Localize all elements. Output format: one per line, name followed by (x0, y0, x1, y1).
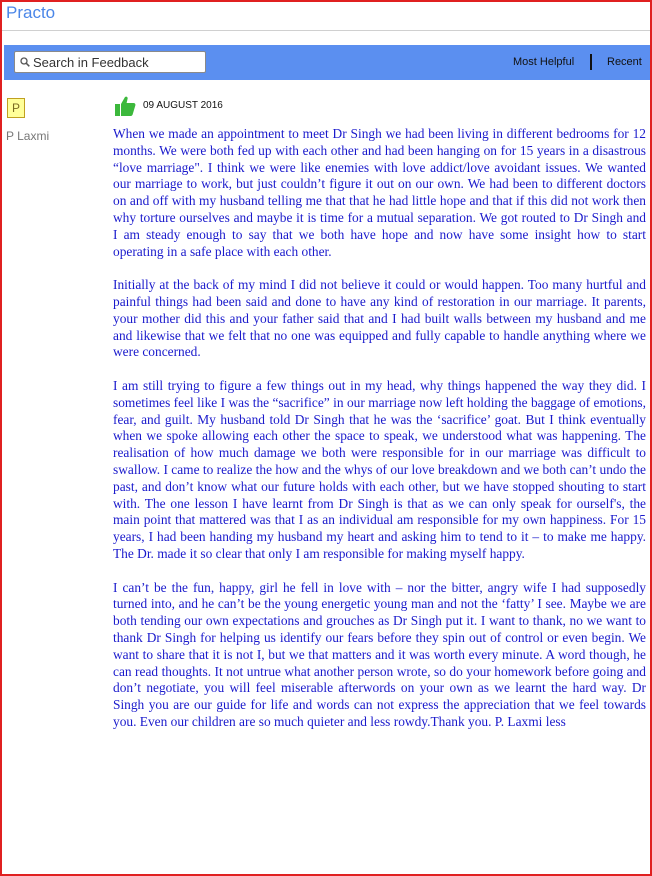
sort-divider (590, 54, 592, 70)
review-text (113, 126, 646, 731)
search-input[interactable] (33, 53, 201, 71)
review-paragraph: When we made an appointment to meet Dr Singh we had been living in different bedrooms for 12 months. We were both fed up with each other and had been hanging on for 15 years in a disastrous “love marriage". I think we were like enemies with love addict/love avoidant issues. We wanted our marriage to work, but just couldn’t figure it out on our own. We had been to different doctors on and off with my husband telling me that that he had little hope and that if this did not work then why torture ourselves and maybe it is time for a mutual separation. We got routed to Dr Singh and I am steady enough to say that we both have hope and now have some insight how to start operating in a safe place with each other. (113, 126, 646, 259)
sort-recent-link[interactable]: Recent (607, 56, 642, 68)
reviewer-name: P Laxmi (6, 129, 50, 143)
review-paragraph: I am still trying to figure a few things out in my head, why things happened the way they did. I sometimes feel like I was the “sacrifice” in our marriage now left holding the baggage of emotions, fear, and guilt. My husband told Dr Singh that he was the ‘sacrifice’ goat. But I think eventually when we spoke allowing each other the space to speak, we understood what was happening. The realisation of how much damage we both were responsible for in our marriage was difficult to swallow. I came to realize the how and the whys of our love breakdown and we both can’t undo the past, and don’t know what our future holds with each other, but we have stopped shouting to start with. The one lesson I have learnt from Dr Singh is that as we can only speak for ourself's, the main point that mattered was that I as an individual am responsible for my own happiness. For 15 years, I had been handing my husband my heart and asking him to tend to it – to make me happy. The Dr. made it so clear that only I am responsible for making myself happy. (113, 377, 646, 561)
review-paragraph: Initially at the back of my mind I did not believe it could or would happen. Too many hurtful and painful things had been said and done to have any kind of restoration in our marriage. It parents, your mother did this and your father said that and I had built walls between my husband and me and likewise that we felt that no one was equipped and fully capable to handle anything where we were concerned. (113, 277, 646, 360)
sort-most-helpful-link[interactable]: Most Helpful (513, 56, 575, 68)
search-icon (20, 57, 30, 67)
thumbs-up-icon (114, 95, 136, 117)
review-paragraph: I can’t be the fun, happy, girl he fell in love with – nor the bitter, angry wife I had supposedly turned into, and he can’t be the young energetic young man and not the ‘fatty’ I see. Maybe we are both tending our own expectations and grouches as Dr Singh put it. I want to thank, no we want to thank Dr Singh for helping us identify our fears before they spin out of control or even begin. We want to share that it is not I, but we that matters and it was worth every minute. A word though, he can read thoughts. It not untrue what another person wrote, so do your homework before going and don’t negotiate, you will feel miserable afterwords on your own as we learnt the hard way. Dr Singh you are our guide for life and words can not express the appreciation that we feel towards you. Even our children are so much quieter and less rowdy.Thank you. P. Laxmi less (113, 579, 646, 729)
brand-logo[interactable]: Practo (6, 3, 56, 22)
search-box[interactable] (14, 51, 206, 73)
avatar: P (7, 98, 25, 118)
review-date: 09 AUGUST 2016 (143, 100, 223, 111)
feedback-toolbar (4, 45, 650, 80)
header-divider (2, 30, 650, 31)
